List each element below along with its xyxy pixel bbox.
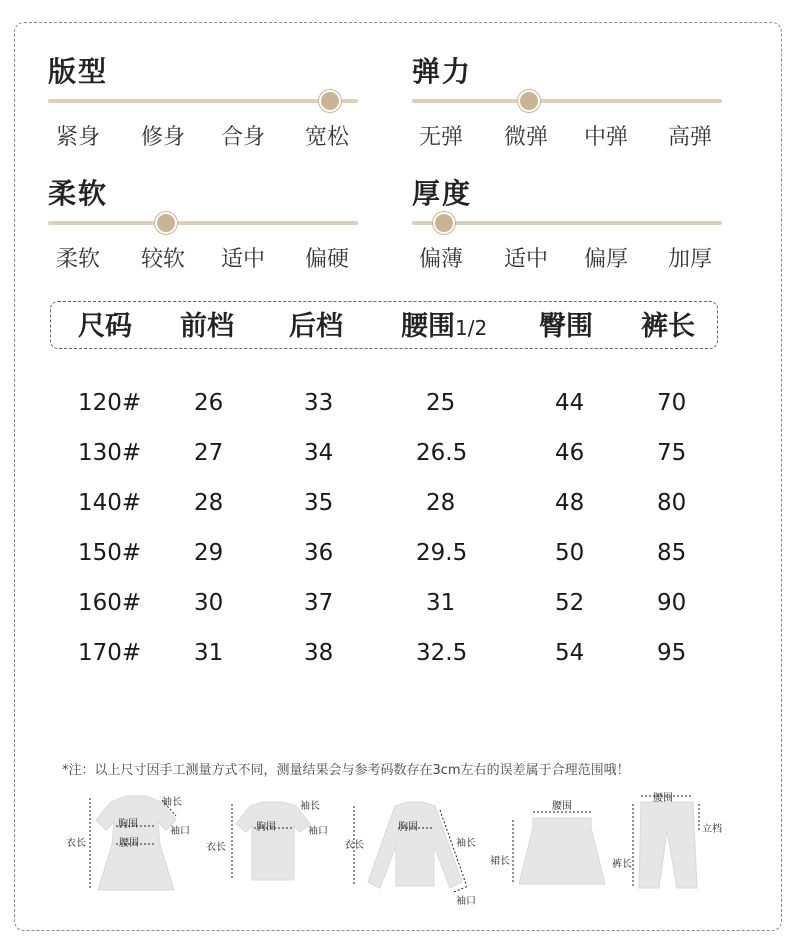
cell-hip: 44: [555, 390, 585, 416]
label-chest: 胸围: [398, 822, 418, 833]
cell-hip: 48: [555, 490, 585, 516]
cell-hip: 52: [555, 590, 585, 616]
table-row: [0, 490, 790, 526]
attr-track: [48, 221, 358, 225]
attr-option: 修身: [141, 125, 186, 150]
table-row: [0, 440, 790, 476]
label-cuff: 袖口: [170, 826, 190, 837]
attr-option: 柔软: [56, 247, 101, 272]
attr-option: 加厚: [668, 247, 713, 272]
attr-option: 适中: [504, 247, 549, 272]
tshirt-diagram-icon: [228, 800, 318, 885]
cell-back-rise: 34: [304, 440, 334, 466]
cell-length: 75: [657, 440, 687, 466]
attr-option: 偏厚: [584, 247, 629, 272]
attr-title: 弹力: [412, 55, 473, 88]
cell-front-rise: 27: [194, 440, 224, 466]
cell-hip: 50: [555, 540, 585, 566]
header-hip: 臀围: [539, 311, 593, 342]
header-waist: [401, 304, 487, 343]
cell-length: 70: [657, 390, 687, 416]
cell-front-rise: 30: [194, 590, 224, 616]
cell-waist: 25: [426, 390, 456, 416]
header-waist-suffix: 1/2: [455, 316, 488, 340]
cell-waist: 29.5: [416, 540, 468, 566]
label-length: 衣长: [206, 842, 226, 853]
attr-track: [412, 221, 722, 225]
attr-track: [48, 99, 358, 103]
label-length: 裙长: [490, 856, 510, 867]
attr-option: 宽松: [305, 125, 350, 150]
attr-softness: [48, 172, 368, 282]
table-row: [0, 590, 790, 626]
label-rise: 立档: [702, 824, 722, 835]
cell-front-rise: 31: [194, 640, 224, 666]
label-cuff: 袖口: [308, 826, 328, 837]
label-chest: 胸围: [256, 822, 276, 833]
cell-size: 150#: [78, 540, 142, 566]
cell-length: 90: [657, 590, 687, 616]
cell-waist: 32.5: [416, 640, 468, 666]
attr-option: 中弹: [584, 125, 629, 150]
attr-knob: [319, 90, 341, 112]
attr-title: 厚度: [412, 177, 473, 210]
cell-back-rise: 36: [304, 540, 334, 566]
cell-front-rise: 28: [194, 490, 224, 516]
cell-waist: 31: [426, 590, 456, 616]
attr-option: 紧身: [56, 125, 101, 150]
label-sleeve: 袖长: [162, 797, 182, 808]
attr-option: 微弹: [504, 125, 549, 150]
cell-waist: 26.5: [416, 440, 468, 466]
label-length: 衣长: [66, 838, 86, 849]
attr-option: 较软: [141, 247, 186, 272]
label-waist: 腰围: [119, 838, 139, 849]
cell-front-rise: 29: [194, 540, 224, 566]
cell-back-rise: 33: [304, 390, 334, 416]
attr-option: 适中: [221, 247, 266, 272]
cell-hip: 54: [555, 640, 585, 666]
cell-length: 80: [657, 490, 687, 516]
attr-title: 版型: [48, 55, 109, 88]
attr-option: 无弹: [419, 125, 464, 150]
attr-knob: [155, 212, 177, 234]
attr-option: 偏薄: [419, 247, 464, 272]
label-chest: 胸围: [118, 819, 138, 830]
label-waist: 腰围: [653, 793, 673, 804]
header-waist-label: 腰围: [401, 311, 455, 342]
attr-knob: [433, 212, 455, 234]
cell-size: 160#: [78, 590, 142, 616]
attr-track: [412, 99, 722, 103]
cell-back-rise: 35: [304, 490, 334, 516]
label-length: 裤长: [612, 859, 632, 870]
measurement-note: *注：以上尺寸因手工测量方式不同，测量结果会与参考码数存在3cm左右的误差属于合理范围哦！: [62, 763, 630, 778]
header-size: 尺码: [78, 311, 132, 342]
cell-size: 120#: [78, 390, 142, 416]
cell-size: 170#: [78, 640, 142, 666]
cell-size: 130#: [78, 440, 142, 466]
label-sleeve: 袖长: [456, 838, 476, 849]
header-back-rise: 后档: [289, 311, 343, 342]
attr-fit: [48, 50, 368, 160]
cell-size: 140#: [78, 490, 142, 516]
attr-option: 偏硬: [305, 247, 350, 272]
attr-title: 柔软: [48, 177, 109, 210]
cell-waist: 28: [426, 490, 456, 516]
table-header-box: [50, 301, 718, 349]
attr-thickness: [412, 172, 732, 282]
cell-length: 95: [657, 640, 687, 666]
pants-diagram-icon: [625, 790, 735, 900]
header-pants-length: 裤长: [641, 311, 695, 342]
label-sleeve: 袖长: [300, 801, 320, 812]
header-front-rise: 前档: [180, 311, 234, 342]
cell-hip: 46: [555, 440, 585, 466]
label-cuff: 袖口: [456, 896, 476, 907]
attr-option: 高弹: [668, 125, 713, 150]
attr-elasticity: [412, 50, 732, 160]
table-row: [0, 540, 790, 576]
attr-knob: [518, 90, 540, 112]
cell-back-rise: 38: [304, 640, 334, 666]
table-row: [0, 640, 790, 676]
cell-front-rise: 26: [194, 390, 224, 416]
cell-back-rise: 37: [304, 590, 334, 616]
label-waist: 腰围: [552, 801, 572, 812]
attr-option: 合身: [221, 125, 266, 150]
label-length: 衣长: [344, 840, 364, 851]
cell-length: 85: [657, 540, 687, 566]
table-row: [0, 390, 790, 426]
